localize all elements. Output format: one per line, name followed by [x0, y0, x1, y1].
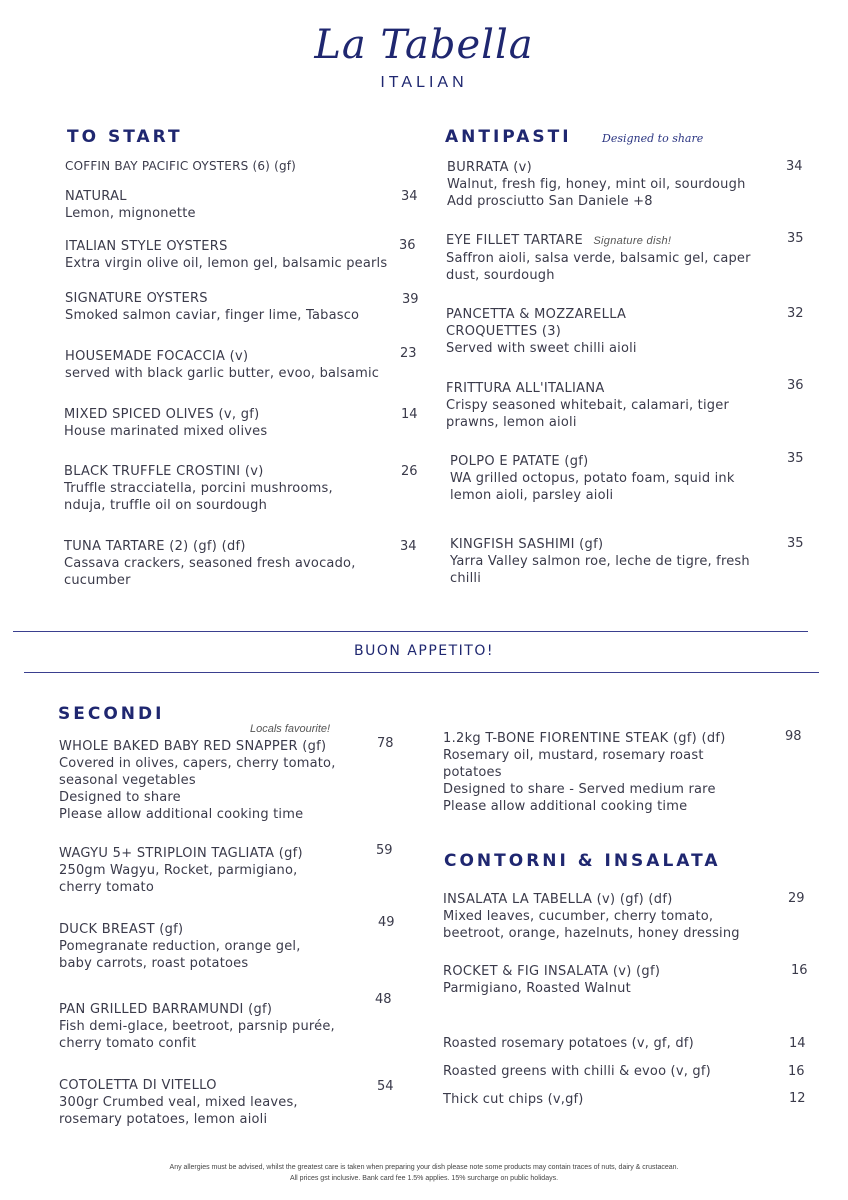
- item-desc: cucumber: [64, 573, 131, 588]
- pricing-disclaimer: All prices gst inclusive. Bank card fee 1.5% applies. 15% surcharge on public holidays.: [289, 1175, 559, 1182]
- side-item: [443, 1035, 809, 1052]
- item-name: PAN GRILLED BARRAMUNDI (gf): [59, 1002, 273, 1017]
- item-desc: dust, sourdough: [446, 268, 555, 283]
- menu-item: [450, 453, 808, 504]
- menu-item: [64, 538, 424, 589]
- divider-top: [13, 631, 808, 632]
- item-desc: Smoked salmon caviar, finger lime, Tabasco: [65, 308, 360, 323]
- menu-item: [65, 188, 425, 222]
- item-desc: Walnut, fresh fig, honey, mint oil, sourdough: [447, 177, 746, 192]
- item-price: 35: [787, 451, 804, 466]
- item-price: 78: [377, 736, 394, 751]
- item-name: SIGNATURE OYSTERS: [65, 291, 208, 306]
- item-name: NATURAL: [65, 189, 127, 204]
- locals-favourite-note: Locals favourite!: [250, 723, 331, 735]
- item-desc: Please allow additional cooking time: [59, 807, 304, 822]
- item-name: BURRATA (v): [447, 160, 532, 175]
- item-price: 48: [375, 992, 392, 1007]
- oysters-subheading: COFFIN BAY PACIFIC OYSTERS (6) (gf): [65, 159, 297, 173]
- item-name: WAGYU 5+ STRIPLOIN TAGLIATA (gf): [59, 846, 303, 861]
- section-title-secondi: SECONDI: [58, 704, 165, 724]
- item-desc: cherry tomato: [59, 880, 155, 895]
- item-desc: potatoes: [443, 765, 502, 780]
- item-desc: Add prosciutto San Daniele +8: [447, 194, 653, 209]
- item-desc: beetroot, orange, hazelnuts, honey dressing: [443, 926, 740, 941]
- item-desc: Designed to share - Served medium rare: [443, 782, 716, 797]
- divider-bottom: [24, 672, 819, 673]
- item-name: POLPO E PATATE (gf): [450, 454, 589, 469]
- item-desc: Cassava crackers, seasoned fresh avocado,: [64, 556, 356, 571]
- item-desc: Extra virgin olive oil, lemon gel, balsamic pearls: [65, 256, 388, 271]
- menu-item: [64, 463, 424, 514]
- item-desc: rosemary potatoes, lemon aioli: [59, 1112, 268, 1127]
- item-name: COTOLETTA DI VITELLO: [59, 1078, 217, 1093]
- side-name: Roasted rosemary potatoes (v, gf, df): [443, 1036, 694, 1051]
- item-price: 32: [787, 306, 804, 321]
- item-desc: Fish demi-glace, beetroot, parsnip purée,: [59, 1019, 335, 1034]
- menu-item: [447, 159, 807, 210]
- section-title-antipasti: ANTIPASTI: [445, 127, 572, 147]
- item-price: 23: [400, 346, 417, 361]
- buon-appetito: BUON APPETITO!: [354, 643, 494, 659]
- item-price: 35: [787, 231, 804, 246]
- item-price: 59: [376, 843, 393, 858]
- side-price: 16: [788, 1064, 805, 1079]
- menu-item: [446, 232, 808, 284]
- menu-item: [443, 730, 808, 815]
- item-name: INSALATA LA TABELLA (v) (gf) (df): [443, 892, 673, 907]
- section-title-contorni: CONTORNI & INSALATA: [444, 851, 721, 871]
- item-price: 49: [378, 915, 395, 930]
- menu-item: [65, 290, 425, 324]
- item-name: WHOLE BAKED BABY RED SNAPPER (gf): [59, 739, 327, 754]
- menu-item: [443, 891, 809, 942]
- item-price: 26: [401, 464, 418, 479]
- item-price: 34: [401, 189, 418, 204]
- item-desc: House marinated mixed olives: [64, 424, 268, 439]
- item-price: 34: [400, 539, 417, 554]
- side-item: [443, 1091, 809, 1108]
- item-price: 29: [788, 891, 805, 906]
- item-price: 36: [399, 238, 416, 253]
- item-desc: Rosemary oil, mustard, rosemary roast: [443, 748, 704, 763]
- brand-logo: La Tabella: [314, 22, 534, 68]
- item-name: ITALIAN STYLE OYSTERS: [65, 239, 228, 254]
- item-name-text: EYE FILLET TARTARE: [446, 233, 583, 248]
- item-name: KINGFISH SASHIMI (gf): [450, 537, 604, 552]
- item-desc: Parmigiano, Roasted Walnut: [443, 981, 631, 996]
- item-desc: Designed to share: [59, 790, 181, 805]
- item-desc: baby carrots, roast potatoes: [59, 956, 249, 971]
- item-desc: Pomegranate reduction, orange gel,: [59, 939, 301, 954]
- allergy-disclaimer: Any allergies must be advised, whilst the greatest care is taken when preparing your dish please note some products may contain traces of nuts, dairy & crustacean.: [169, 1164, 679, 1171]
- item-price: 34: [786, 159, 803, 174]
- side-price: 14: [789, 1036, 806, 1051]
- item-name: PANCETTA & MOZZARELLA: [446, 307, 627, 322]
- item-price: 98: [785, 729, 802, 744]
- item-desc: Covered in olives, capers, cherry tomato,: [59, 756, 336, 771]
- item-desc: Lemon, mignonette: [65, 206, 196, 221]
- item-desc: Crispy seasoned whitebait, calamari, tiger: [446, 398, 729, 413]
- menu-item: [64, 406, 424, 440]
- item-desc: Truffle stracciatella, porcini mushrooms,: [64, 481, 333, 496]
- antipasti-note: Designed to share: [602, 132, 704, 145]
- item-desc: Saffron aioli, salsa verde, balsamic gel, caper: [446, 251, 751, 266]
- item-desc: nduja, truffle oil on sourdough: [64, 498, 268, 513]
- item-price: 39: [402, 292, 419, 307]
- item-desc: chilli: [450, 571, 482, 586]
- menu-item: [65, 348, 425, 382]
- item-desc: lemon aioli, parsley aioli: [450, 488, 614, 503]
- menu-item: [443, 963, 809, 997]
- item-desc: Mixed leaves, cucumber, cherry tomato,: [443, 909, 714, 924]
- item-desc: served with black garlic butter, evoo, balsamic: [65, 366, 380, 381]
- menu-item: [446, 306, 808, 357]
- item-price: 54: [377, 1079, 394, 1094]
- menu-item: [59, 845, 404, 896]
- side-price: 12: [789, 1091, 806, 1106]
- item-name: MIXED SPICED OLIVES (v, gf): [64, 407, 260, 422]
- item-name: TUNA TARTARE (2) (gf) (df): [64, 539, 246, 554]
- item-price: 35: [787, 536, 804, 551]
- menu-item: [446, 380, 808, 431]
- side-name: Roasted greens with chilli & evoo (v, gf): [443, 1064, 711, 1079]
- item-name: HOUSEMADE FOCACCIA (v): [65, 349, 249, 364]
- item-name: BLACK TRUFFLE CROSTINI (v): [64, 464, 264, 479]
- menu-item: [65, 238, 425, 272]
- side-item: [443, 1063, 809, 1080]
- item-desc: Served with sweet chilli aioli: [446, 341, 637, 356]
- brand-subtitle: ITALIAN: [380, 74, 468, 91]
- item-name: CROQUETTES (3): [446, 324, 562, 339]
- item-desc: Yarra Valley salmon roe, leche de tigre, fresh: [450, 554, 750, 569]
- item-price: 16: [791, 963, 808, 978]
- item-desc: WA grilled octopus, potato foam, squid ink: [450, 471, 735, 486]
- item-name: 1.2kg T-BONE FIORENTINE STEAK (gf) (df): [443, 731, 726, 746]
- menu-item: [59, 992, 404, 1052]
- menu-item: [450, 536, 808, 587]
- section-title-to-start: TO START: [67, 127, 183, 147]
- item-desc: Please allow additional cooking time: [443, 799, 688, 814]
- item-desc: 300gr Crumbed veal, mixed leaves,: [59, 1095, 298, 1110]
- menu-item: [59, 1077, 404, 1128]
- side-name: Thick cut chips (v,gf): [443, 1092, 584, 1107]
- item-price: 36: [787, 378, 804, 393]
- menu-item: [59, 738, 404, 823]
- item-desc: prawns, lemon aioli: [446, 415, 577, 430]
- item-desc: 250gm Wagyu, Rocket, parmigiano,: [59, 863, 298, 878]
- menu-item: [59, 915, 404, 972]
- item-name: FRITTURA ALL'ITALIANA: [446, 381, 605, 396]
- signature-note: Signature dish!: [593, 235, 672, 247]
- item-desc: cherry tomato confit: [59, 1036, 197, 1051]
- item-desc: seasonal vegetables: [59, 773, 196, 788]
- item-name: [446, 232, 808, 250]
- item-price: 14: [401, 407, 418, 422]
- item-name: DUCK BREAST (gf): [59, 922, 184, 937]
- item-name: ROCKET & FIG INSALATA (v) (gf): [443, 964, 661, 979]
